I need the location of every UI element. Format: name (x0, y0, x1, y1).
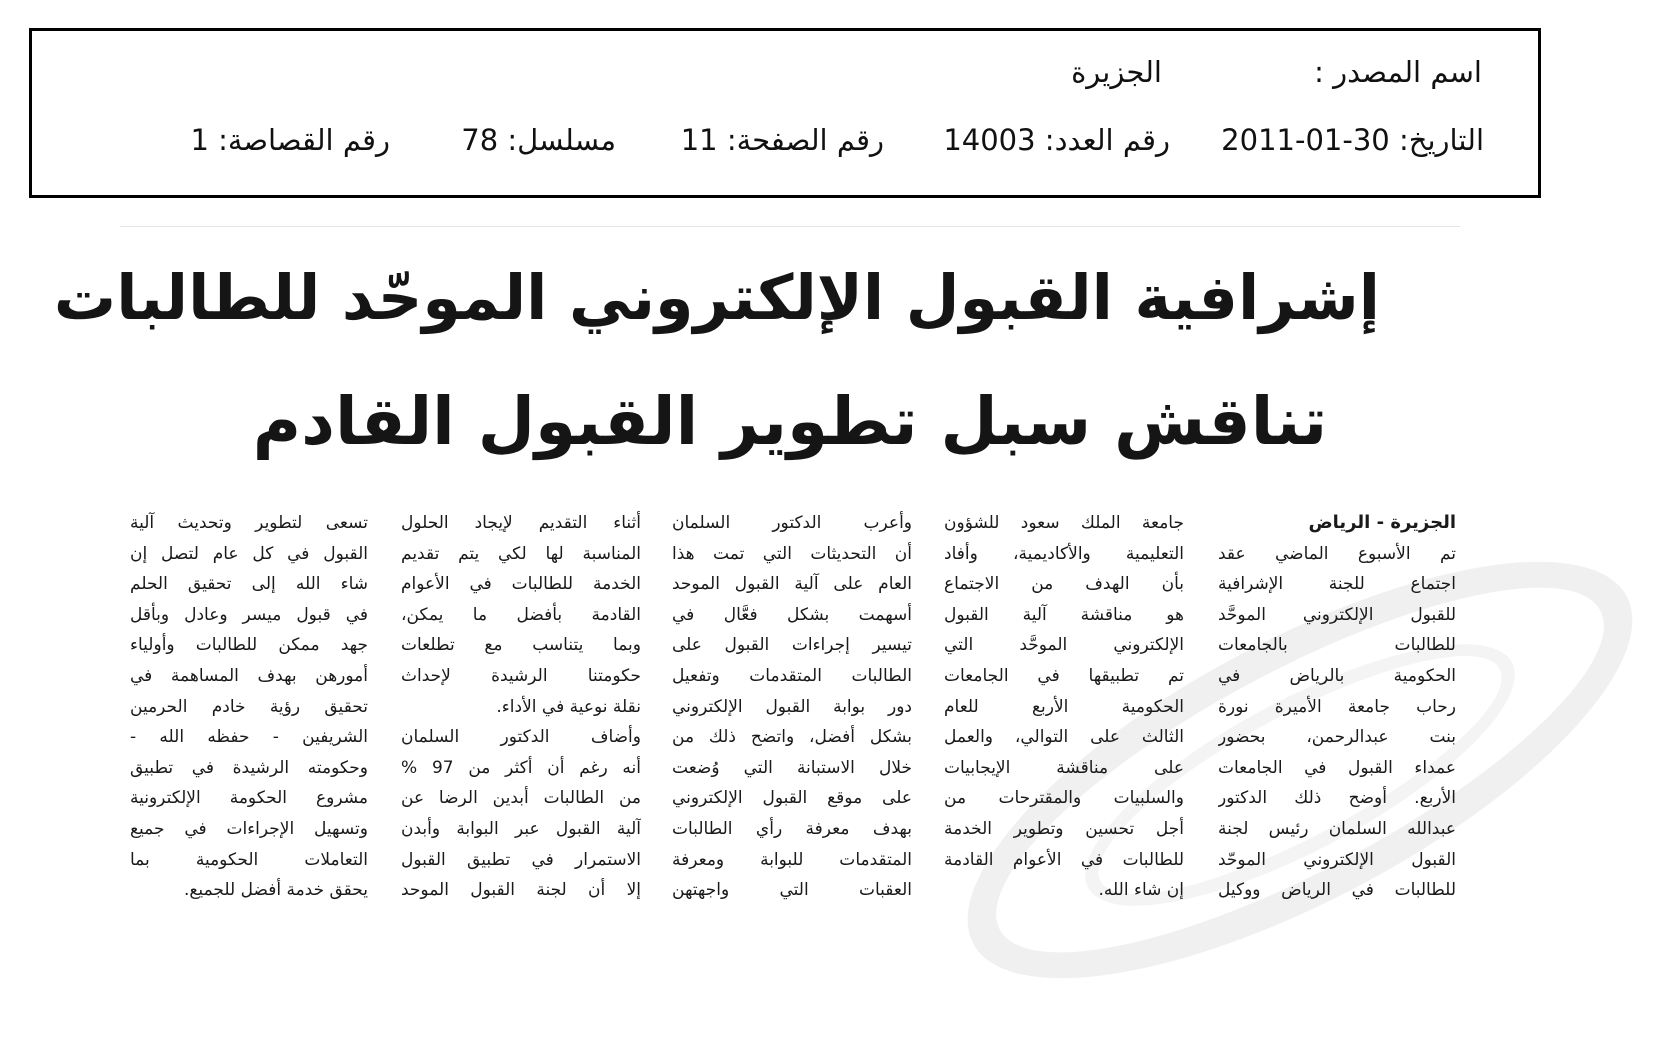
text-line: الاستمرار في تطبيق القبول (401, 849, 641, 870)
page-number-field: رقم الصفحة: 11 (680, 123, 884, 157)
source-value: الجزيرة (1071, 55, 1162, 89)
article-column-1 (1218, 508, 1456, 906)
text-line: في قبول ميسر وعادل وبأقل (130, 604, 368, 625)
headline-line-2: تناقش سبل تطوير القبول القادم (252, 383, 1328, 460)
text-line: العقبات التي واجهتهن (672, 880, 912, 901)
text-line: شاء الله إلى تحقيق الحلم (130, 574, 368, 595)
issue-number-field: رقم العدد: 14003 (943, 123, 1170, 157)
text-line: آلية القبول عبر البوابة وأبدن (401, 818, 641, 839)
text-line: على مناقشة الإيجابيات (944, 757, 1184, 778)
clip-number-field: رقم القصاصة: 1 (190, 123, 390, 157)
text-line: عمداء القبول في الجامعات (1218, 757, 1456, 778)
text-line: الخدمة للطالبات في الأعوام (401, 574, 641, 595)
text-line: تم تطبيقها في الجامعات (944, 665, 1184, 686)
article-column-2 (944, 508, 1184, 906)
text-line: القادمة بأفضل ما يمكن، (401, 604, 641, 625)
text-line: تحقيق رؤية خادم الحرمين (130, 696, 368, 717)
text-line: أن التحديثات التي تمت هذا (672, 543, 912, 564)
text-line: جهد ممكن للطالبات وأولياء (130, 635, 368, 656)
text-line: العام على آلية القبول الموحد (672, 574, 912, 595)
text-line: بهدف معرفة رأي الطالبات (672, 818, 912, 839)
text-line: المناسبة لها لكي يتم تقديم (401, 543, 641, 564)
text-line: أجل تحسين وتطوير الخدمة (944, 818, 1184, 839)
text-line: وحكومته الرشيدة في تطبيق (130, 757, 368, 778)
text-line: رحاب جامعة الأميرة نورة (1218, 696, 1456, 717)
text-line: جامعة الملك سعود للشؤون (944, 513, 1184, 533)
text-line: الأربع. أوضح ذلك الدكتور (1218, 788, 1456, 809)
text-line: للقبول الإلكتروني الموحَّد (1218, 604, 1456, 625)
text-line: أسهمت بشكل فعَّال في (672, 604, 912, 625)
clipping-top-edge (120, 226, 1460, 227)
text-line: الحكومية الأربع للعام (944, 696, 1184, 717)
article-column-3 (672, 508, 912, 906)
text-line: مشروع الحكومة الإلكترونية (130, 788, 368, 809)
source-metadata-box (29, 28, 1541, 198)
text-line: بشكل أفضل، واتضح ذلك من (672, 727, 912, 748)
text-line: للطالبات في الرياض ووكيل (1218, 880, 1456, 901)
article-byline: الجزيرة - الرياض (1308, 512, 1456, 533)
text-line: إن شاء الله. (1098, 880, 1184, 901)
text-line: الإلكتروني الموحَّد التي (944, 635, 1184, 656)
text-line: بأن الهدف من الاجتماع (944, 574, 1184, 595)
text-line: الحكومية بالرياض في (1218, 665, 1456, 686)
text-line: وأضاف الدكتور السلمان (401, 727, 641, 748)
text-line: تم الأسبوع الماضي عقد (1218, 543, 1456, 564)
article-column-5 (130, 508, 368, 906)
text-line: الطالبات المتقدمات وتفعيل (672, 665, 912, 686)
text-line: عبدالله السلمان رئيس لجنة (1218, 818, 1456, 839)
text-line: التعليمية والأكاديمية، وأفاد (944, 543, 1184, 564)
text-line: خلال الاستبانة التي وُضعت (672, 757, 912, 778)
serial-number-field: مسلسل: 78 (461, 123, 616, 157)
text-line: أنه رغم أن أكثر من 97 % (401, 757, 641, 778)
text-line: وأعرب الدكتور السلمان (672, 513, 912, 533)
text-line: تيسير إجراءات القبول على (672, 635, 912, 656)
date-field: التاريخ: 30-01-2011 (1221, 123, 1484, 157)
text-line: نقلة نوعية في الأداء. (496, 696, 641, 717)
text-line: دور بوابة القبول الإلكتروني (672, 696, 912, 717)
source-label: اسم المصدر : (1314, 55, 1482, 89)
text-line: من الطالبات أبدين الرضا عن (401, 788, 641, 809)
headline-line-1: إشرافية القبول الإلكتروني الموحّد للطالبات (53, 261, 1380, 334)
text-line: المتقدمات للبوابة ومعرفة (672, 849, 912, 870)
text-line: التعاملات الحكومية بما (130, 849, 368, 870)
text-line: للطالبات بالجامعات (1218, 635, 1456, 656)
text-line: وتسهيل الإجراءات في جميع (130, 818, 368, 839)
text-line: للطالبات في الأعوام القادمة (944, 849, 1184, 870)
text-line: الثالث على التوالي، والعمل (944, 727, 1184, 748)
text-line: إلا أن لجنة القبول الموحد (401, 880, 641, 901)
text-line: حكومتنا الرشيدة لإحداث (401, 665, 641, 686)
text-line: هو مناقشة آلية القبول (944, 604, 1184, 625)
text-line: والسلبيات والمقترحات من (944, 788, 1184, 809)
text-line: على موقع القبول الإلكتروني (672, 788, 912, 809)
text-line: اجتماع للجنة الإشرافية (1218, 574, 1456, 595)
text-line: بنت عبدالرحمن، بحضور (1218, 727, 1456, 748)
text-line: أمورهن بهدف المساهمة في (130, 665, 368, 686)
text-line: وبما يتناسب مع تطلعات (401, 635, 641, 656)
text-line: القبول في كل عام لتصل إن (130, 543, 368, 564)
text-line: يحقق خدمة أفضل للجميع. (183, 880, 368, 901)
text-line: أثناء التقديم لإيجاد الحلول (401, 513, 641, 533)
text-line: تسعى لتطوير وتحديث آلية (130, 513, 368, 533)
text-line: القبول الإلكتروني الموحّد (1218, 849, 1456, 870)
article-column-4 (401, 508, 641, 906)
text-line: الشريفين - حفظه الله - (130, 727, 368, 748)
